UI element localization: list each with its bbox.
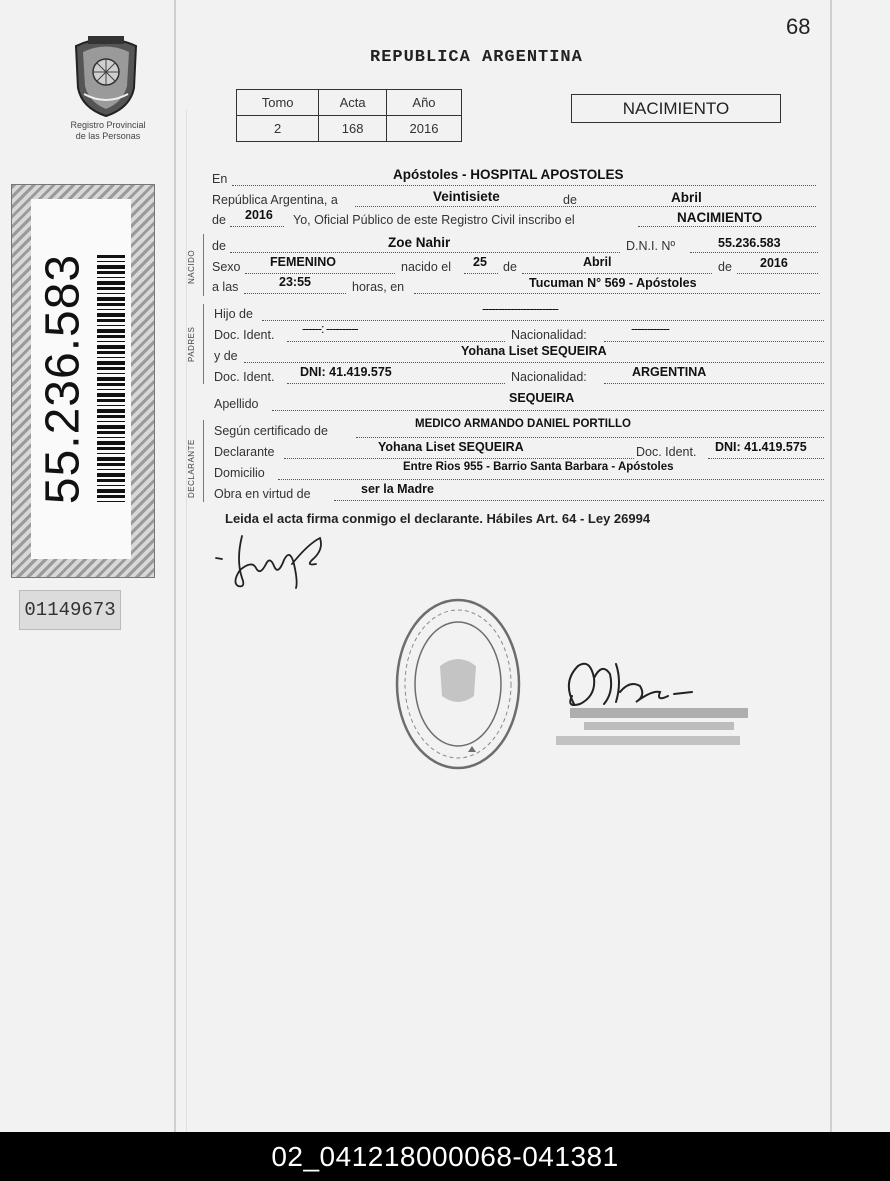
surname: SEQUEIRA [509, 391, 575, 405]
dotline [230, 252, 620, 253]
birth-time: 23:55 [279, 275, 311, 289]
section-label-padres: PADRES [187, 326, 196, 362]
declarante-label: Declarante [214, 445, 275, 459]
declarant-capacity: ser la Madre [361, 482, 434, 496]
birth-month: Abril [583, 255, 612, 269]
dotline [244, 293, 346, 294]
de-label: de [212, 213, 226, 227]
dotline [356, 437, 824, 438]
left-page-edge [174, 0, 176, 1132]
republica-label: República Argentina, a [212, 193, 338, 207]
section-label-declarante: DECLARANTE [187, 439, 196, 498]
act-event: NACIMIENTO [677, 210, 763, 225]
horas-label: horas, en [352, 280, 405, 294]
dotline [232, 185, 816, 186]
registry-caption-line1: Registro Provincial [70, 120, 146, 130]
serial-number: 01149673 [19, 590, 121, 630]
nacionalidad-label: Nacionalidad: [511, 370, 587, 384]
hijo-de-label: Hijo de [214, 307, 253, 321]
dotline [262, 320, 824, 321]
domicilio-label: Domicilio [214, 466, 265, 480]
nacido-el-label: nacido el [401, 260, 452, 274]
dotline [272, 410, 824, 411]
dotline [690, 252, 818, 253]
doc-ident-label: Doc. Ident. [214, 328, 275, 342]
child-name: Zoe Nahir [388, 235, 451, 250]
dotline [708, 458, 824, 459]
declarant-address: Entre Rios 955 - Barrio Santa Barbara - Apóstoles [403, 461, 674, 473]
record-type-box: NACIMIENTO [571, 94, 781, 123]
scan-footer-code: 02_041218000068-041381 [0, 1132, 890, 1181]
page-number: 68 [786, 14, 811, 39]
y-de-label: y de [214, 349, 238, 363]
child-dni: 55.236.583 [718, 236, 781, 250]
doc-ident-label: Doc. Ident. [214, 370, 275, 384]
act-day: Veintisiete [433, 189, 500, 204]
dotline [737, 273, 818, 274]
official-round-seal [392, 596, 524, 772]
mother-name: Yohana Liset SEQUEIRA [461, 344, 607, 358]
dotline [604, 341, 824, 342]
barcode-label-inner [31, 199, 131, 559]
provincial-emblem-logo [70, 32, 142, 118]
nacionalidad-label: Nacionalidad: [511, 328, 587, 342]
tomo-header: Tomo [237, 90, 319, 116]
dotline [464, 273, 498, 274]
apellido-label: Apellido [214, 397, 259, 411]
act-year: 2016 [245, 208, 273, 222]
anio-header: Año [386, 90, 461, 116]
dotline [287, 341, 505, 342]
obra-label: Obra en virtud de [214, 487, 311, 501]
padres-rule [203, 304, 204, 384]
birth-year: 2016 [760, 256, 788, 270]
barcode-bars [97, 255, 125, 505]
official-signature-stamp [556, 652, 756, 756]
document-title: REPUBLICA ARGENTINA [370, 48, 583, 67]
dni-label: D.N.I. Nº [626, 239, 676, 253]
officer-text: Yo, Oficial Público de este Registro Civil inscribo el [293, 213, 575, 227]
declarant-doc: DNI: 41.419.575 [715, 440, 807, 454]
section-label-nacido: NACIDO [187, 249, 196, 284]
declarante-rule [203, 420, 204, 502]
de-label: de [503, 260, 517, 274]
birth-day: 25 [473, 255, 487, 269]
closing-statement: Leida el acta firma conmigo el declarante. Hábiles Art. 64 - Ley 26994 [225, 511, 651, 526]
dotline [230, 226, 284, 227]
birth-address: Tucuman N° 569 - Apóstoles [529, 276, 697, 290]
father-name: ------------------------ [482, 302, 558, 316]
barcode-label [11, 184, 155, 578]
dotline [522, 273, 712, 274]
dotline [414, 293, 820, 294]
dotline [638, 226, 816, 227]
de-label: de [718, 260, 732, 274]
nacido-de-label: de [212, 239, 226, 253]
certificate-by: MEDICO ARMANDO DANIEL PORTILLO [415, 418, 631, 430]
en-label: En [212, 172, 228, 186]
dotline [334, 500, 824, 501]
registry-caption-line2: de las Personas [75, 131, 141, 141]
dotline [245, 273, 395, 274]
certificado-label: Según certificado de [214, 424, 328, 438]
dotline [244, 362, 824, 363]
mother-doc: DNI: 41.419.575 [300, 365, 392, 379]
act-month: Abril [671, 190, 702, 205]
record-table [236, 89, 462, 142]
barcode-id-number: 55.236.583 [36, 253, 90, 505]
declarant-signature [212, 530, 332, 592]
dotline [604, 383, 824, 384]
mother-nationality: ARGENTINA [632, 365, 707, 379]
acta-value: 168 [319, 116, 387, 142]
tomo-value: 2 [237, 116, 319, 142]
acta-header: Acta [319, 90, 387, 116]
de-label: de [563, 193, 577, 207]
right-page-edge [830, 0, 832, 1132]
registry-caption [54, 120, 162, 142]
declarant-name: Yohana Liset SEQUEIRA [378, 440, 524, 454]
dotline [284, 458, 634, 459]
sexo-label: Sexo [212, 260, 241, 274]
dotline [355, 206, 816, 207]
act-place: Apóstoles - HOSPITAL APOSTOLES [393, 167, 624, 182]
anio-value: 2016 [386, 116, 461, 142]
child-sex: FEMENINO [270, 255, 336, 269]
dotline [287, 383, 505, 384]
father-doc: ------: ---------- [302, 322, 358, 336]
a-las-label: a las [212, 280, 239, 294]
dotline [278, 479, 824, 480]
doc-ident-label: Doc. Ident. [636, 445, 697, 459]
father-nationality: ------------ [631, 322, 669, 336]
nacido-rule [203, 234, 204, 296]
